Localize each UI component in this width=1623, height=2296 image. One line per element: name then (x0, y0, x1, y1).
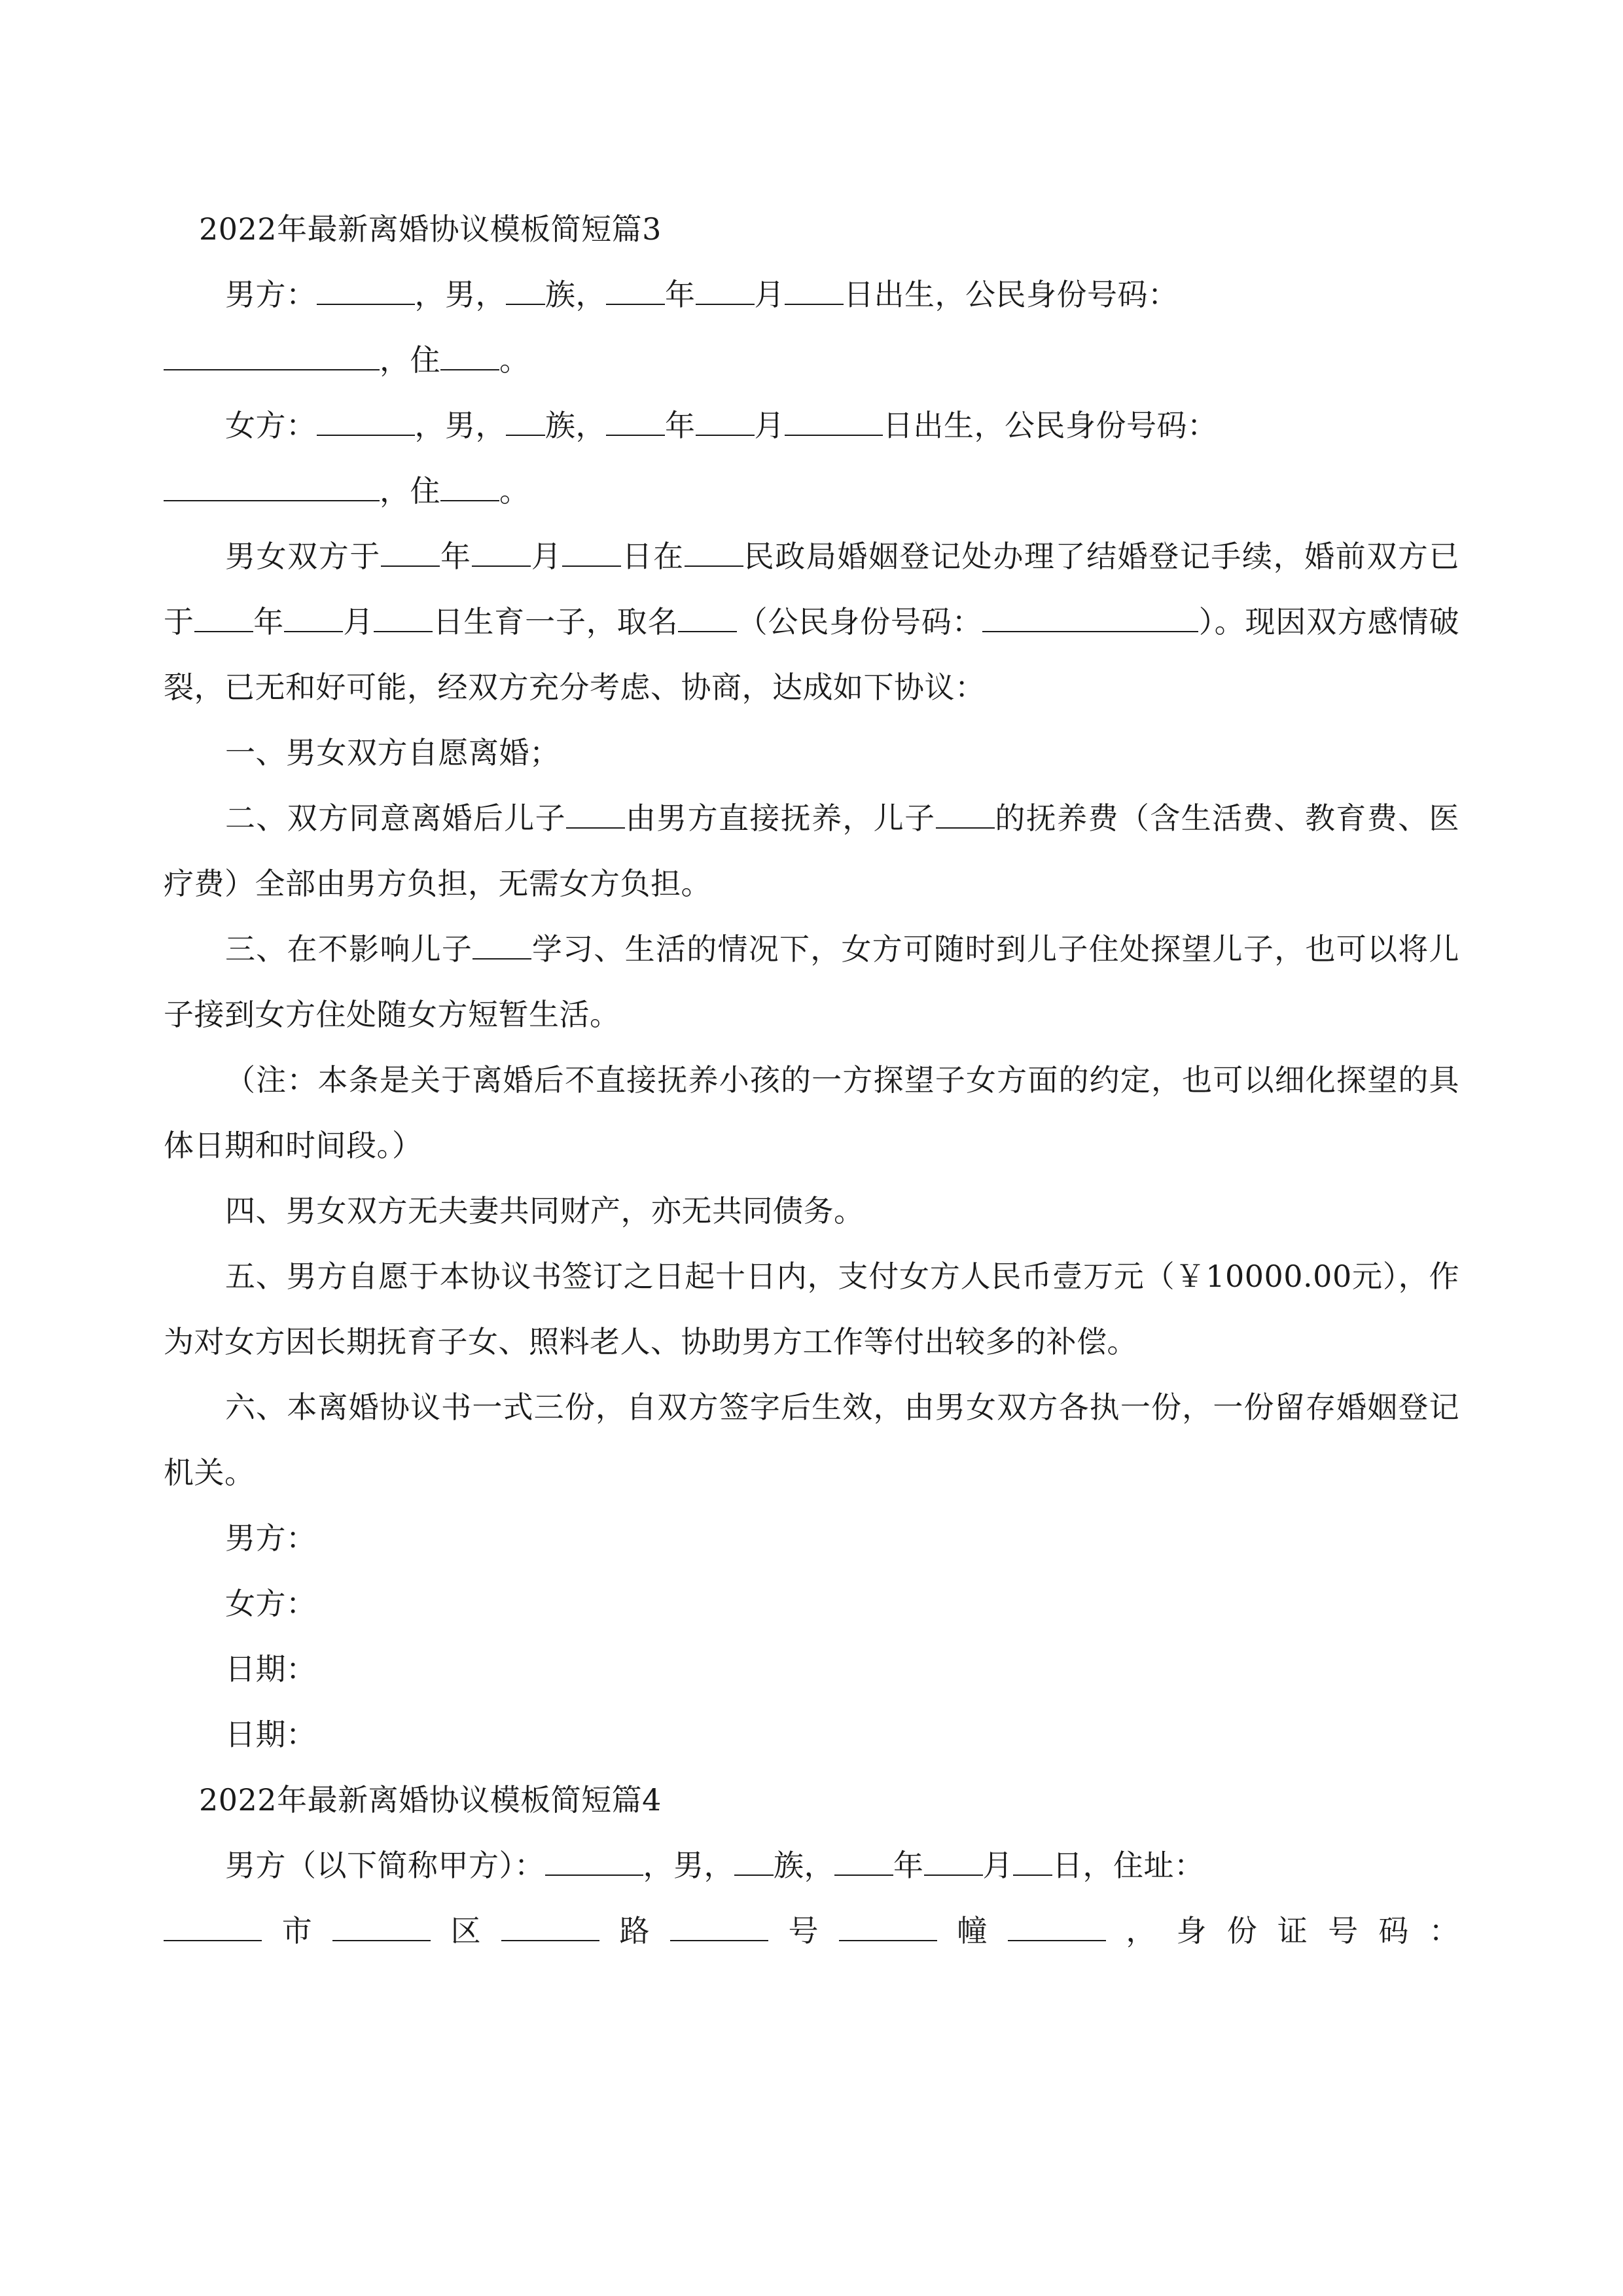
section-3-clause-5: 五、男方自愿于本协议书签订之日起十日内，支付女方人民币壹万元（￥10000.00元），作为对女方因长期抚育子女、照料老人、协助男方工作等付出较多的补偿。 (164, 1259, 1459, 1359)
section-4-male-day-blank (1013, 1874, 1052, 1876)
section-4-male-year-text: 年 (893, 1848, 924, 1883)
female-label: 女方： (225, 408, 317, 443)
section-4-male-gender-text: ，男， (643, 1848, 734, 1883)
male-address-blank (440, 369, 499, 370)
section-4-male-ethnicity-blank (734, 1874, 774, 1876)
registry-location-blank (685, 565, 743, 567)
section-4-male-party-line-2 (164, 1898, 1459, 1964)
clause-2-child-blank-2 (936, 827, 995, 829)
male-gender-text: ，男， (414, 277, 506, 312)
clause-2-text-a: 二、双方同意离婚后儿子 (225, 800, 567, 836)
section-4-unit-blank (1008, 1940, 1106, 1941)
section-3-clause-1: 一、男女双方自愿离婚； (225, 735, 560, 770)
section-4-number-blank (670, 1940, 768, 1941)
female-birth-month-blank (696, 435, 755, 436)
document-body (164, 196, 1459, 1964)
female-address-period: 。 (499, 473, 530, 509)
birth-year-blank (194, 631, 253, 632)
section-4-district-text: 区 (430, 1913, 501, 1948)
birth-day-blank (374, 631, 433, 632)
section-4-title: 2022年最新离婚协议模板简短篇4 (199, 1782, 662, 1818)
section-3-clause-3 (164, 916, 1459, 1047)
section-4-building-text: 幢 (936, 1913, 1008, 1948)
intro-text-i: （公民身份号码： (737, 604, 983, 639)
clause-3-child-blank (473, 958, 531, 960)
intro-text-f: 年 (253, 604, 285, 639)
male-address-period: 。 (499, 342, 530, 378)
section-4-city-blank (164, 1940, 262, 1941)
female-ethnicity-blank (506, 435, 545, 436)
intro-text-e: 民政局婚姻登记处办理了结婚登记手续，婚前双方已于 (164, 539, 1460, 639)
section-4-number-text: 号 (768, 1913, 839, 1948)
clause-3-text-a: 三、在不影响儿子 (225, 931, 473, 967)
section-3-note: （注：本条是关于离婚后不直接抚养小孩的一方探望子女方面的约定，也可以细化探望的具体日期和时间段。） (164, 1062, 1459, 1163)
female-year-text: 年 (665, 408, 696, 443)
section-3-date-2: 日期： (225, 1717, 317, 1752)
male-birth-month-blank (696, 304, 755, 305)
male-birth-suffix-text: 日出生，公民身份号码： (844, 277, 1179, 312)
male-birth-day-blank (785, 304, 844, 305)
intro-text-b: 年 (439, 539, 472, 574)
male-ethnicity-text: 族， (545, 277, 606, 312)
male-id-blank (164, 369, 380, 370)
male-month-text: 月 (754, 277, 785, 312)
section-4-male-ethnicity-text: 族， (774, 1848, 834, 1883)
section-4-district-blank (332, 1940, 431, 1941)
clause-2-child-blank-1 (566, 827, 625, 829)
section-3-clause-6: 六、本离婚协议书一式三份，自双方签字后生效，由男女双方各执一份，一份留存婚姻登记机关。 (164, 1390, 1459, 1490)
clause-3-text-b: 学习、生活的情况下，女方可随时到儿子住处探望儿子，也可以将儿子接到女方住处随女方短暂生活。 (164, 931, 1460, 1032)
female-birth-year-blank (606, 435, 665, 436)
male-ethnicity-blank (506, 304, 545, 305)
section-4-male-address-text: 日，住址： (1052, 1848, 1205, 1883)
section-4-male-name-blank (545, 1874, 643, 1876)
male-year-text: 年 (665, 277, 696, 312)
section-4-male-year-blank (834, 1874, 893, 1876)
intro-text-a: 男女双方于 (225, 539, 381, 574)
female-ethnicity-text: 族， (545, 408, 606, 443)
female-gender-text: ，男， (414, 408, 506, 443)
marriage-day-blank (562, 565, 621, 567)
female-birth-day-blank (785, 435, 883, 436)
intro-text-h: 日生育一子，取名 (433, 604, 679, 639)
female-address-blank (440, 500, 499, 501)
birth-month-blank (284, 631, 343, 632)
section-4-male-label: 男方（以下简称甲方）： (225, 1848, 545, 1883)
section-3-date-1: 日期： (225, 1651, 317, 1687)
section-4-male-party-line-1 (164, 1833, 1459, 1898)
intro-text-d: 日在 (621, 539, 685, 574)
section-4-road-text: 路 (599, 1913, 670, 1948)
clause-2-text-c: 的抚养费（含生活费、教育费、医疗费）全部由男方负担，无需女方负担。 (164, 800, 1460, 901)
female-id-blank (164, 500, 380, 501)
section-3-intro-paragraph (164, 524, 1459, 720)
section-4-male-month-blank (924, 1874, 983, 1876)
section-4-city-text: 市 (262, 1913, 332, 1948)
male-birth-year-blank (606, 304, 665, 305)
section-3-clause-4: 四、男女双方无夫妻共同财产，亦无共同债务。 (225, 1193, 865, 1229)
section-4-building-blank (839, 1940, 937, 1941)
section-3-title: 2022年最新离婚协议模板简短篇3 (199, 211, 662, 247)
section-3-female-party-line-2 (164, 458, 1459, 524)
male-address-text: ，住 (380, 342, 440, 378)
female-month-text: 月 (754, 408, 785, 443)
intro-text-j: ）。现因双方感情破裂，已无和好可能，经双方充分考虑、协商，达成如下协议： (164, 604, 1459, 705)
male-name-blank (317, 304, 415, 305)
intro-text-g: 月 (343, 604, 374, 639)
female-birth-suffix-text: 日出生，公民身份号码： (883, 408, 1218, 443)
marriage-year-blank (381, 565, 440, 567)
section-4-male-month-text: 月 (982, 1848, 1013, 1883)
section-3-male-party-line-1 (164, 262, 1459, 327)
section-3-female-party-line-1 (164, 393, 1459, 458)
section-3-signature-female: 女方： (225, 1586, 317, 1621)
marriage-month-blank (472, 565, 531, 567)
intro-text-c: 月 (530, 539, 563, 574)
male-label: 男方： (225, 277, 317, 312)
female-address-text: ，住 (380, 473, 440, 509)
section-4-road-blank (501, 1940, 599, 1941)
female-name-blank (317, 435, 415, 436)
section-3-signature-male: 男方： (225, 1520, 317, 1556)
clause-2-text-b: 由男方直接抚养，儿子 (625, 800, 936, 836)
child-id-blank (982, 631, 1198, 632)
child-name-blank (678, 631, 737, 632)
section-3-clause-2 (164, 785, 1459, 916)
section-3-male-party-line-2 (164, 327, 1459, 393)
section-4-id-text: ，身份证号码： (1105, 1913, 1460, 1948)
